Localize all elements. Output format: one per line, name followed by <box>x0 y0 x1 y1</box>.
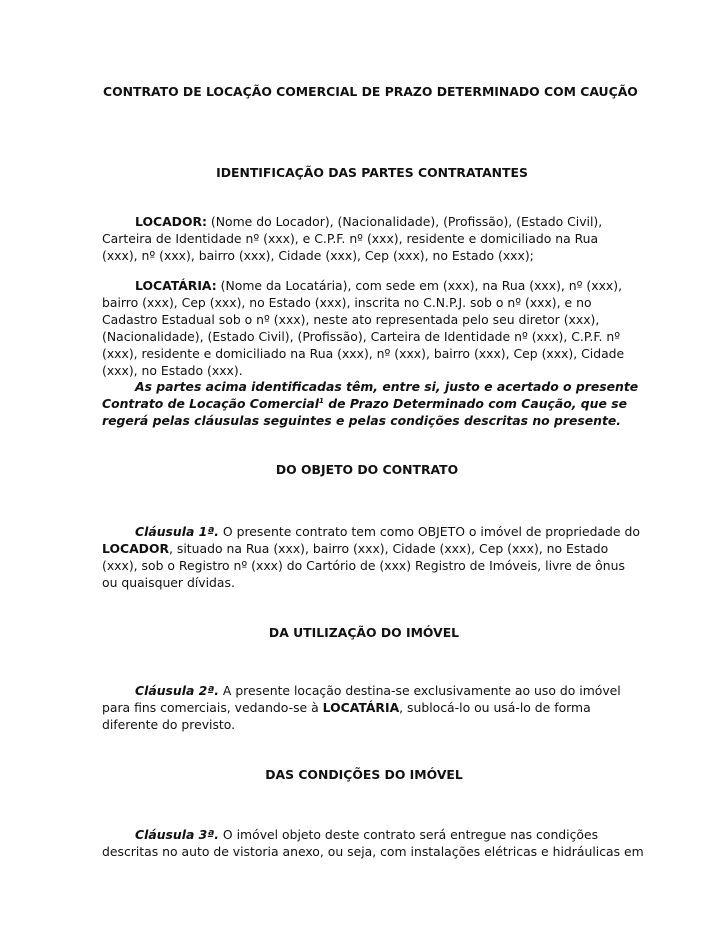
footnote-marker[interactable]: 1 <box>319 397 324 405</box>
section-heading-utilizacao: DA UTILIZAÇÃO DO IMÓVEL <box>268 625 460 640</box>
text-line: As partes acima identificadas têm, entre si, justo e acertado o presente <box>135 379 639 394</box>
clause-label: Cláusula 2ª. <box>135 683 219 698</box>
text-line: (xxx), nº (xxx), bairro (xxx), Cidade (xxx), Cep (xxx), no Estado (xxx); <box>102 248 534 263</box>
text-line: (Nacionalidade), (Estado Civil), (Profissão), Carteira de Identidade nº (xxx), C.P.F. nº <box>102 329 621 344</box>
party-term-locador: LOCADOR <box>102 541 170 556</box>
text-line: diferente do previsto. <box>102 717 236 732</box>
party-term-locataria: LOCATÁRIA: <box>135 278 217 293</box>
text-line <box>102 699 626 716</box>
text-segment: O presente contrato tem como OBJETO o imóvel de propriedade do <box>218 524 640 539</box>
text-line: (xxx), no Estado (xxx). <box>102 363 243 378</box>
text-line <box>102 213 626 230</box>
text-line: bairro (xxx), Cep (xxx), no Estado (xxx), inscrita no C.N.P.J. sob o nº (xxx), e no <box>102 295 592 310</box>
clause-1 <box>102 523 640 591</box>
text-line: Carteira de Identidade nº (xxx), e C.P.F. nº (xxx), residente e domiciliado na Rua <box>102 231 599 246</box>
text-line <box>102 395 626 412</box>
text-segment: , situado na Rua (xxx), bairro (xxx), Cidade (xxx), Cep (xxx), no Estado <box>169 541 609 556</box>
text-segment: (Nome da Locatária), com sede em (xxx), na Rua (xxx), nº (xxx), <box>216 278 623 293</box>
section-heading-identification: IDENTIFICAÇÃO DAS PARTES CONTRATANTES <box>216 165 528 180</box>
text-segment: , sublocá-lo ou usá-lo de forma <box>399 700 591 715</box>
text-segment: (Nome do Locador), (Nacionalidade), (Profissão), (Estado Civil), <box>206 214 603 229</box>
section-heading-condicoes: DAS CONDIÇÕES DO IMÓVEL <box>265 767 463 782</box>
clause-label: Cláusula 3ª. <box>135 827 219 842</box>
text-line: descritas no auto de vistoria anexo, ou seja, com instalações elétricas e hidráulicas em <box>102 844 644 859</box>
text-line: Cadastro Estadual sob o nº (xxx), neste ato representada pelo seu diretor (xxx), <box>102 312 600 327</box>
clause-2 <box>102 682 626 733</box>
paragraph-locataria <box>102 277 626 379</box>
text-line: (xxx), residente e domiciliado na Rua (xxx), nº (xxx), bairro (xxx), Cep (xxx), Cidade <box>102 346 625 361</box>
text-line: (xxx), sob o Registro nº (xxx) do Cartório de (xxx) Registro de Imóveis, livre de ônus <box>102 558 625 573</box>
text-line <box>102 277 626 294</box>
party-term-locador: LOCADOR: <box>135 214 207 229</box>
text-segment: de Prazo Determinado com Caução, que se <box>323 396 627 411</box>
text-line <box>102 540 626 557</box>
text-line: ou quaisquer dívidas. <box>102 575 235 590</box>
clause-3 <box>102 826 644 860</box>
contract-name: Contrato de Locação Comercial <box>102 396 320 411</box>
paragraph-partes <box>102 378 639 429</box>
text-line <box>102 826 626 843</box>
text-line: regerá pelas cláusulas seguintes e pelas condições descritas no presente. <box>102 413 621 428</box>
text-segment: O imóvel objeto deste contrato será entregue nas condições <box>218 827 599 842</box>
section-heading-objeto: DO OBJETO DO CONTRATO <box>275 462 459 477</box>
text-segment: A presente locação destina-se exclusivamente ao uso do imóvel <box>218 683 621 698</box>
text-segment: para fins comerciais, vedando-se à <box>102 700 323 715</box>
paragraph-locador <box>102 213 626 264</box>
text-line <box>102 523 640 540</box>
text-line <box>102 682 626 699</box>
clause-label: Cláusula 1ª. <box>135 524 219 539</box>
document-title: CONTRATO DE LOCAÇÃO COMERCIAL DE PRAZO DETERMINADO COM CAUÇÃO <box>103 84 638 99</box>
party-term-locataria: LOCATÁRIA <box>322 700 400 715</box>
